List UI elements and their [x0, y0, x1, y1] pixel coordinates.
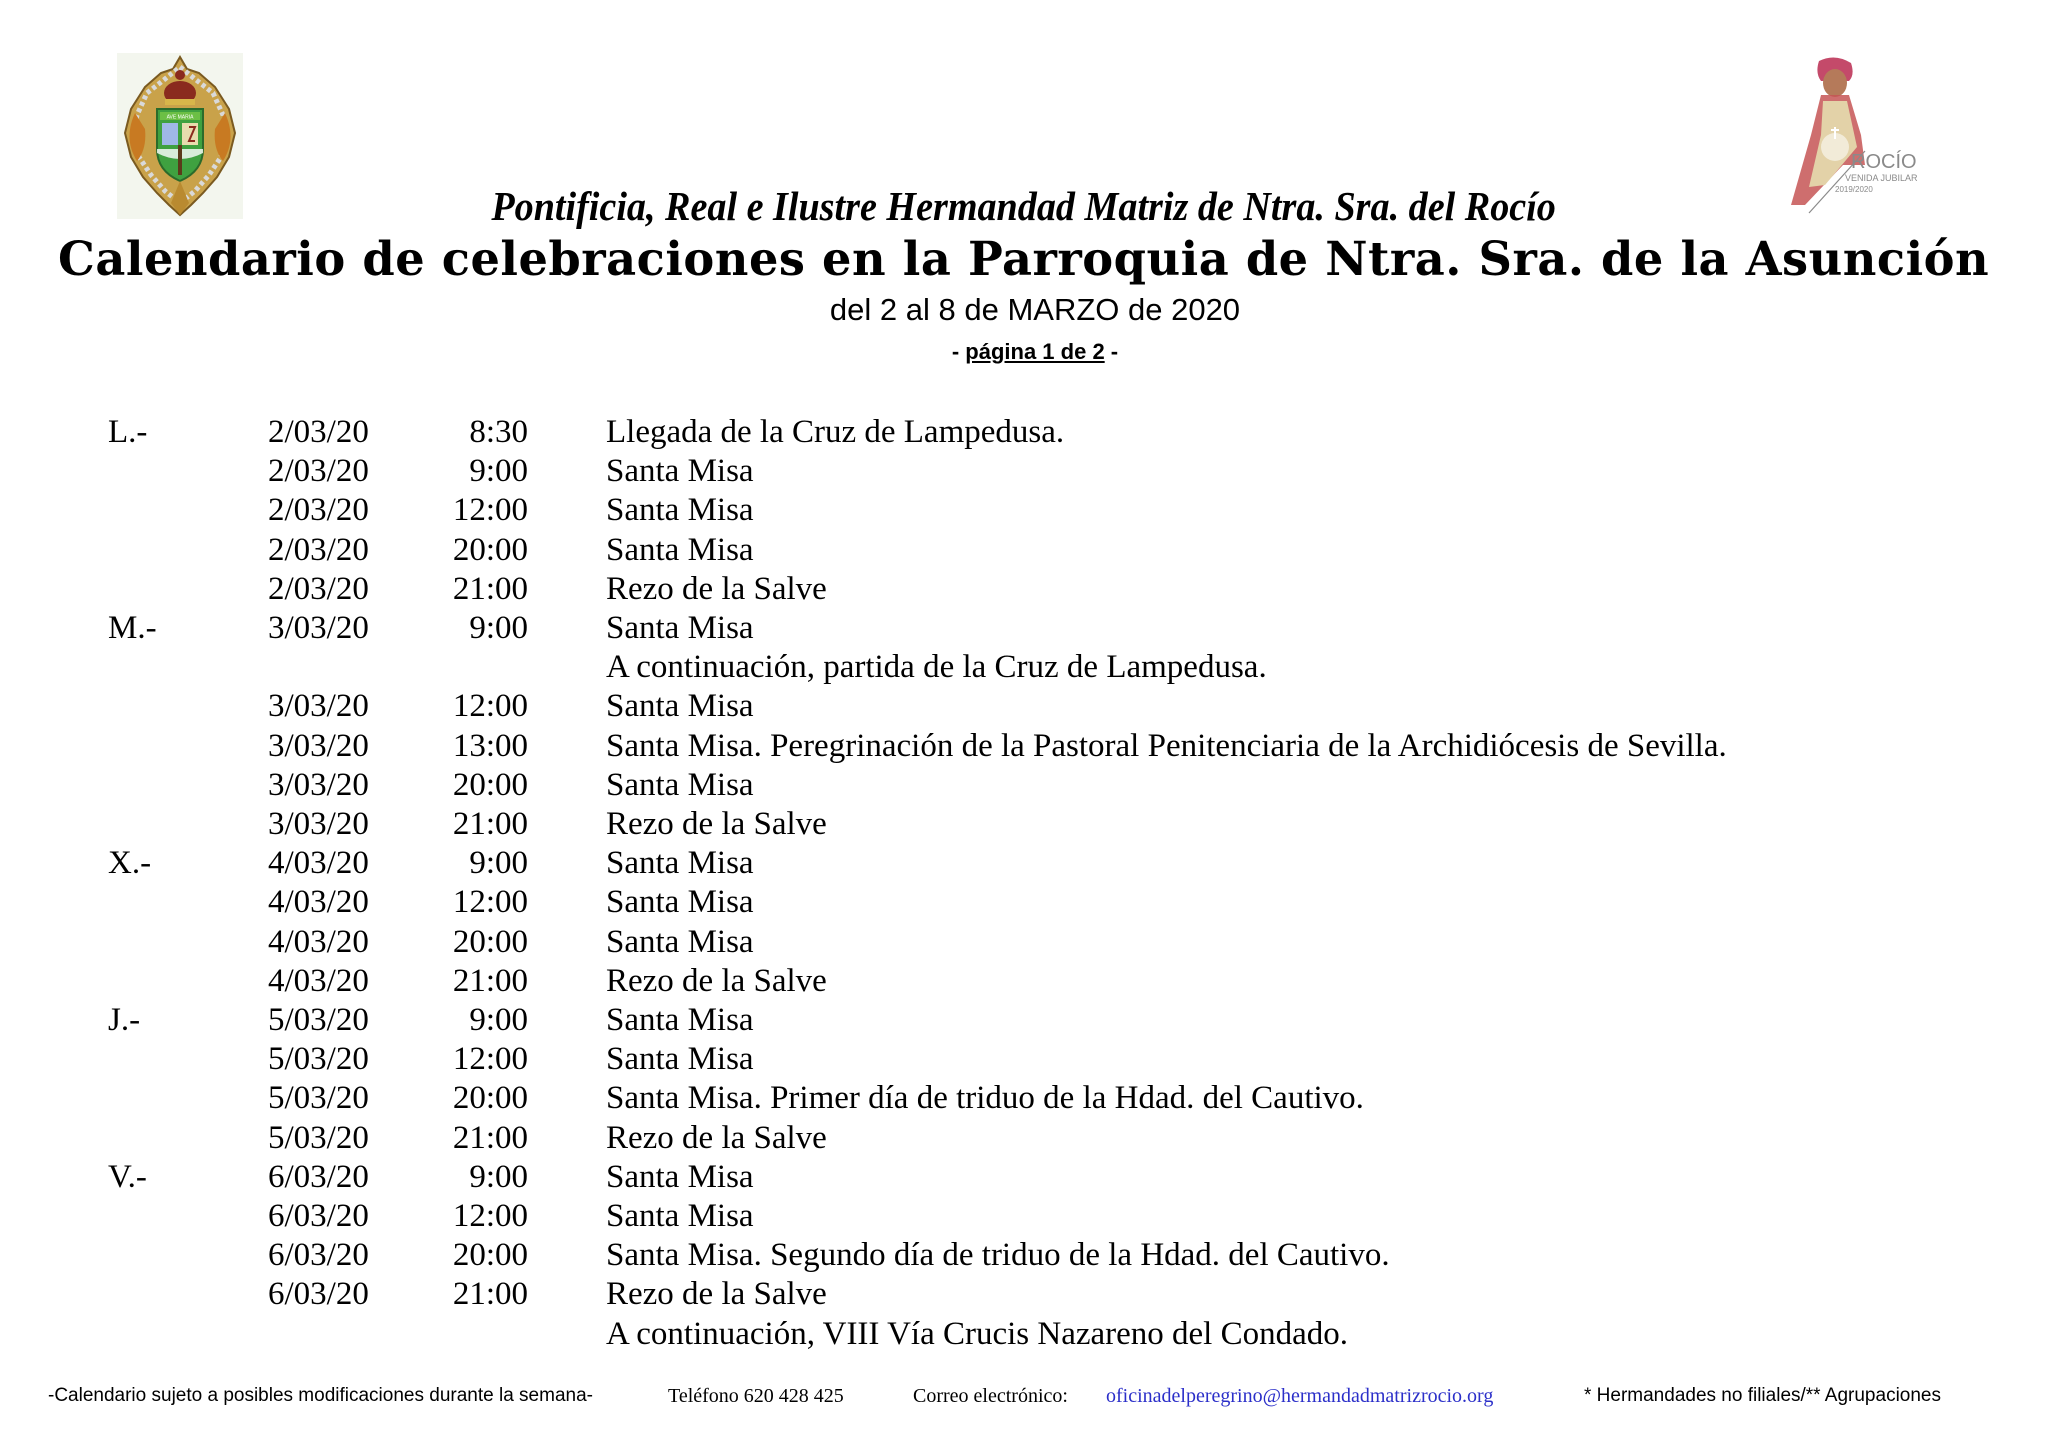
- event-date: 2/03/20: [268, 570, 369, 607]
- event-description: Santa Misa: [606, 531, 754, 568]
- event-time: 20:00: [452, 1237, 528, 1274]
- schedule-row: [0, 922, 2047, 962]
- schedule-row: [0, 1078, 2047, 1118]
- event-description: Rezo de la Salve: [606, 806, 827, 842]
- event-time: 21:00: [452, 806, 528, 842]
- event-description: Santa Misa: [606, 923, 754, 960]
- page-prefix: -: [951, 339, 966, 364]
- event-date: 3/03/20: [268, 766, 369, 803]
- event-description: Santa Misa. Primer día de triduo de la Hdad. del Cautivo.: [606, 1080, 1364, 1117]
- event-date: 5/03/20: [268, 1041, 369, 1078]
- event-time: 12:00: [452, 1198, 528, 1234]
- event-description: Santa Misa: [606, 1041, 754, 1078]
- event-description: A continuación, partida de la Cruz de Lampedusa.: [606, 649, 1267, 686]
- footer-legend: * Hermandades no filiales/** Agrupaciones: [1584, 1385, 1941, 1406]
- event-description: Rezo de la Salve: [606, 1119, 827, 1156]
- event-date: 3/03/20: [268, 688, 369, 725]
- event-description: Rezo de la Salve: [606, 1276, 827, 1313]
- date-range: del 2 al 8 de MARZO de 2020: [829, 292, 1241, 327]
- event-description: Rezo de la Salve: [606, 570, 827, 607]
- event-description: Llegada de la Cruz de Lampedusa.: [606, 414, 1065, 450]
- schedule-row: [0, 1000, 2047, 1040]
- day-label: L.-: [108, 414, 148, 450]
- event-time: 21:00: [452, 1119, 528, 1156]
- event-time: 9:00: [469, 453, 528, 490]
- footer-email-label: Correo electrónico:: [913, 1385, 1068, 1407]
- footer-disclaimer: -Calendario sujeto a posibles modificaciones durante la semana-: [48, 1385, 593, 1406]
- footer-phone: Teléfono 620 428 425: [668, 1385, 844, 1407]
- event-time: 9:00: [469, 845, 528, 882]
- event-time: 12:00: [452, 688, 528, 725]
- event-date: 4/03/20: [268, 923, 369, 960]
- event-time: 13:00: [452, 727, 528, 764]
- event-date: 4/03/20: [268, 845, 369, 882]
- logo-years-text: 2019/2020: [1835, 185, 1873, 194]
- event-time: 20:00: [452, 923, 528, 960]
- event-date: 3/03/20: [268, 806, 369, 842]
- logo-rocio-text: ROCÍO: [1851, 151, 1917, 173]
- event-time: 21:00: [452, 1276, 528, 1313]
- event-date: 4/03/20: [268, 962, 369, 999]
- schedule-row: [0, 1274, 2047, 1314]
- event-description: Santa Misa: [606, 1198, 754, 1234]
- event-description: Santa Misa: [606, 1158, 754, 1195]
- footer-email-link[interactable]: oficinadelperegrino@hermandadmatrizrocio.org: [1106, 1385, 1494, 1407]
- event-date: 5/03/20: [268, 1002, 369, 1038]
- schedule-row: [0, 530, 2047, 570]
- schedule-row: [0, 843, 2047, 883]
- schedule-row: [0, 451, 2047, 491]
- schedule-row: [0, 961, 2047, 1001]
- event-description: Santa Misa. Segundo día de triduo de la Hdad. del Cautivo.: [606, 1237, 1390, 1274]
- event-description: Santa Misa: [606, 492, 754, 529]
- event-time: 12:00: [452, 1041, 528, 1078]
- day-label: X.-: [108, 845, 152, 882]
- schedule-row: [0, 1157, 2047, 1197]
- page-label: página 1 de 2: [965, 339, 1105, 364]
- schedule-row: [0, 1196, 2047, 1236]
- event-date: 6/03/20: [268, 1198, 369, 1234]
- schedule-row: [0, 608, 2047, 648]
- event-time: 21:00: [452, 570, 528, 607]
- schedule-row: [0, 1039, 2047, 1079]
- event-date: 2/03/20: [268, 414, 369, 450]
- event-time: 8:30: [469, 414, 528, 450]
- event-date: 6/03/20: [268, 1237, 369, 1274]
- page-title: Calendario de celebraciones en la Parroquia de Ntra. Sra. de la Asunción: [58, 232, 1990, 287]
- event-date: 6/03/20: [268, 1158, 369, 1195]
- schedule-row: [0, 569, 2047, 609]
- schedule-row: [0, 1235, 2047, 1275]
- event-description: Santa Misa: [606, 610, 754, 646]
- logo-venida-text: VENIDA JUBILAR: [1845, 173, 1918, 183]
- event-time: 20:00: [452, 531, 528, 568]
- event-time: 20:00: [452, 766, 528, 803]
- event-time: 12:00: [452, 492, 528, 529]
- schedule-row: [0, 1314, 2047, 1354]
- event-date: 2/03/20: [268, 492, 369, 529]
- event-date: 3/03/20: [268, 610, 369, 646]
- schedule-row: [0, 765, 2047, 805]
- event-description: Rezo de la Salve: [606, 962, 827, 999]
- event-description: Santa Misa: [606, 1002, 754, 1038]
- schedule-row: [0, 647, 2047, 687]
- event-date: 3/03/20: [268, 727, 369, 764]
- event-description: Santa Misa: [606, 688, 754, 725]
- event-date: 5/03/20: [268, 1080, 369, 1117]
- event-description: A continuación, VIII Vía Crucis Nazareno del Condado.: [606, 1315, 1349, 1352]
- event-date: 6/03/20: [268, 1276, 369, 1313]
- event-description: Santa Misa: [606, 766, 754, 803]
- schedule-row: [0, 726, 2047, 766]
- event-time: 9:00: [469, 610, 528, 646]
- page-indicator: [0, 338, 2047, 366]
- crest-banner-text: AVE MARIA: [166, 114, 194, 121]
- organization-name: Pontificia, Real e Ilustre Hermandad Matriz de Ntra. Sra. del Rocío: [491, 183, 1556, 229]
- page-suffix: -: [1104, 339, 1119, 364]
- day-label: J.-: [108, 1002, 141, 1038]
- schedule-row: [0, 490, 2047, 530]
- event-time: 9:00: [469, 1158, 528, 1195]
- event-time: 9:00: [469, 1002, 528, 1038]
- event-time: 20:00: [452, 1080, 528, 1117]
- event-date: 4/03/20: [268, 884, 369, 921]
- schedule-row: [0, 804, 2047, 844]
- schedule-row: [0, 1118, 2047, 1158]
- event-date: 2/03/20: [268, 531, 369, 568]
- schedule-row: [0, 882, 2047, 922]
- schedule-row: [0, 412, 2047, 452]
- event-date: 2/03/20: [268, 453, 369, 490]
- event-description: Santa Misa: [606, 884, 754, 921]
- day-label: M.-: [108, 610, 157, 646]
- event-time: 12:00: [452, 884, 528, 921]
- event-description: Santa Misa. Peregrinación de la Pastoral Penitenciaria de la Archidiócesis de Sevilla.: [606, 727, 1727, 764]
- event-description: Santa Misa: [606, 845, 754, 882]
- day-label: V.-: [108, 1158, 147, 1195]
- schedule-row: [0, 686, 2047, 726]
- event-date: 5/03/20: [268, 1119, 369, 1156]
- event-description: Santa Misa: [606, 453, 754, 490]
- event-time: 21:00: [452, 962, 528, 999]
